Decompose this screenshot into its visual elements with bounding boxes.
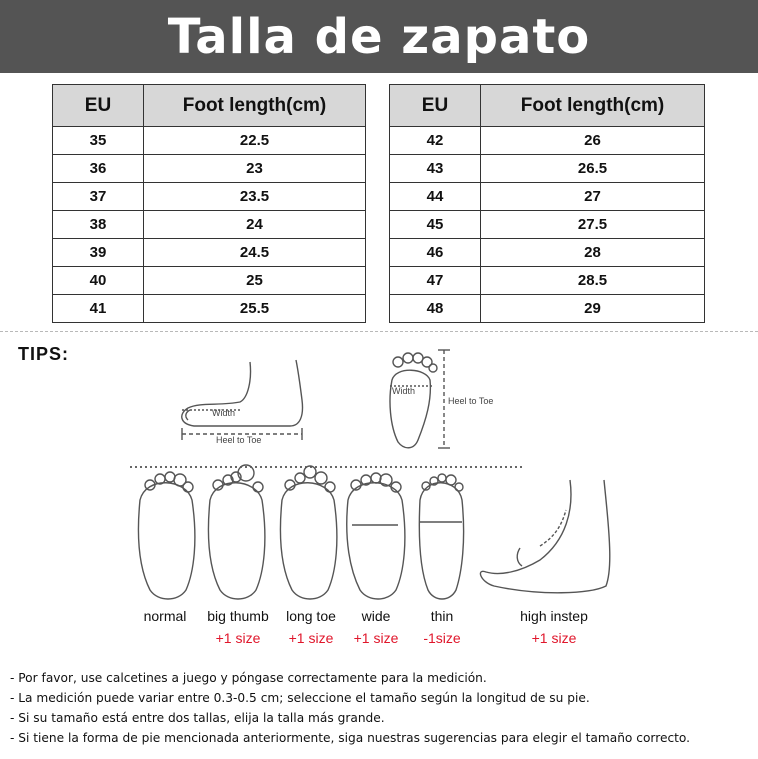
- table-row: [390, 183, 705, 211]
- foot-length-cell: 27: [481, 183, 705, 211]
- notes-list: [10, 668, 690, 748]
- eu-size-cell: 46: [390, 239, 481, 267]
- eu-size-cell: 47: [390, 267, 481, 295]
- table-row: [53, 267, 366, 295]
- header-eu: EU: [53, 85, 144, 127]
- header-foot-length: Foot length(cm): [481, 85, 705, 127]
- foot-length-cell: 24: [144, 211, 366, 239]
- eu-size-cell: 42: [390, 127, 481, 155]
- table-row: [53, 239, 366, 267]
- eu-size-cell: 39: [53, 239, 144, 267]
- top-foot-illustration: [390, 350, 450, 448]
- foot-type-adjust: +1 size: [531, 630, 577, 646]
- foot-type-adjust: +1 size: [215, 630, 261, 646]
- table-row: [390, 295, 705, 323]
- foot-type-label: long toe: [286, 608, 336, 624]
- size-table-right-body: [390, 127, 705, 323]
- foot-outline-big-thumb: [208, 465, 264, 599]
- title-banner: [0, 0, 758, 73]
- foot-type-label: thin: [430, 608, 454, 624]
- table-header-row: [53, 85, 366, 127]
- foot-length-cell: 28.5: [481, 267, 705, 295]
- foot-length-cell: 28: [481, 239, 705, 267]
- foot-length-cell: 27.5: [481, 211, 705, 239]
- section-divider: [0, 331, 758, 332]
- eu-size-cell: 35: [53, 127, 144, 155]
- eu-size-cell: 36: [53, 155, 144, 183]
- foot-outline-high-instep: [480, 480, 609, 593]
- note-item: - Por favor, use calcetines a juego y póngase correctamente para la medición.: [10, 671, 487, 685]
- side-foot-illustration: [182, 360, 303, 440]
- table-row: [390, 211, 705, 239]
- foot-length-cell: 26.5: [481, 155, 705, 183]
- size-table-right: [389, 84, 705, 323]
- foot-type-label: wide: [361, 608, 391, 624]
- foot-length-cell: 25: [144, 267, 366, 295]
- foot-type-label: high instep: [520, 608, 588, 624]
- foot-outline-normal: [138, 472, 194, 599]
- header-foot-length: Foot length(cm): [144, 85, 366, 127]
- foot-outline-wide: [347, 473, 405, 599]
- table-row: [53, 127, 366, 155]
- table-row: [390, 267, 705, 295]
- table-row: [53, 211, 366, 239]
- eu-size-cell: 43: [390, 155, 481, 183]
- table-row: [53, 155, 366, 183]
- table-row: [53, 183, 366, 211]
- size-table-left-body: [53, 127, 366, 323]
- table-row: [53, 295, 366, 323]
- foot-type-adjust: -1size: [423, 630, 461, 646]
- note-item: - La medición puede variar entre 0.3-0.5 cm; seleccione el tamaño según la longitud de su pie.: [10, 691, 590, 705]
- eu-size-cell: 45: [390, 211, 481, 239]
- table-row: [390, 155, 705, 183]
- note-item: - Si tiene la forma de pie mencionada anteriormente, siga nuestras sugerencias para elegir el tamaño correcto.: [10, 731, 691, 745]
- foot-outline-thin: [419, 474, 463, 599]
- side-width-label: Width: [212, 408, 236, 418]
- foot-length-cell: 23.5: [144, 183, 366, 211]
- foot-length-cell: 26: [481, 127, 705, 155]
- page-title: Talla de zapato: [167, 8, 591, 65]
- foot-length-cell: 23: [144, 155, 366, 183]
- top-width-label: Width: [392, 386, 416, 396]
- foot-length-cell: 24.5: [144, 239, 366, 267]
- eu-size-cell: 40: [53, 267, 144, 295]
- foot-length-cell: 25.5: [144, 295, 366, 323]
- eu-size-cell: 37: [53, 183, 144, 211]
- header-eu: EU: [390, 85, 481, 127]
- foot-length-cell: 29: [481, 295, 705, 323]
- eu-size-cell: 44: [390, 183, 481, 211]
- note-item: - Si su tamaño está entre dos tallas, elija la talla más grande.: [10, 711, 385, 725]
- tips-label: TIPS:: [18, 344, 70, 364]
- foot-type-label: big thumb: [207, 608, 269, 624]
- foot-type-label: normal: [143, 608, 187, 624]
- eu-size-cell: 38: [53, 211, 144, 239]
- eu-size-cell: 41: [53, 295, 144, 323]
- side-heel-to-toe-label: Heel to Toe: [216, 435, 262, 445]
- foot-type-adjust: +1 size: [353, 630, 399, 646]
- top-heel-to-toe-label: Heel to Toe: [448, 396, 494, 406]
- table-row: [390, 239, 705, 267]
- table-row: [390, 127, 705, 155]
- eu-size-cell: 48: [390, 295, 481, 323]
- size-table-left: [52, 84, 366, 323]
- foot-type-adjust: +1 size: [288, 630, 334, 646]
- foot-length-cell: 22.5: [144, 127, 366, 155]
- table-header-row: [390, 85, 705, 127]
- foot-outline-long-toe: [280, 466, 336, 599]
